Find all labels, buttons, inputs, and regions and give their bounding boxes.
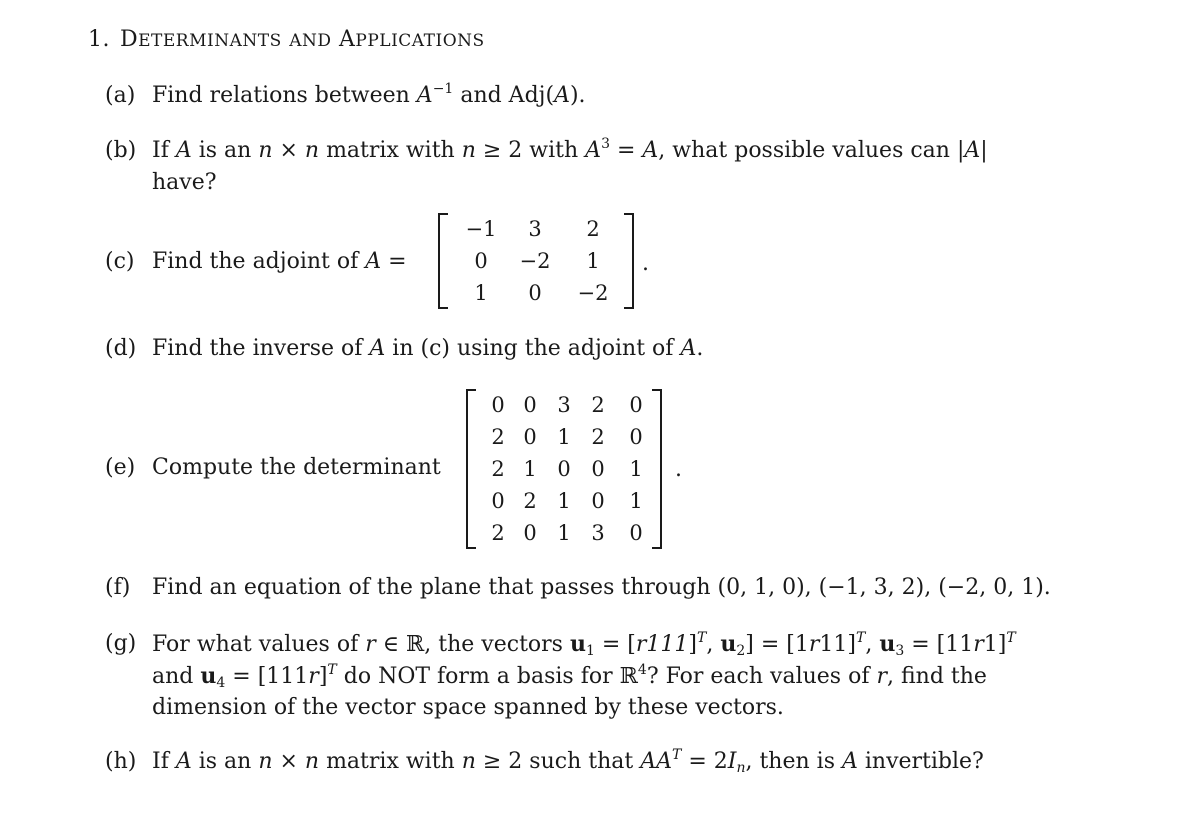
matrix-row [466,517,662,549]
question-text-line2: and $u_4 = [111r]^T$ do NOT form a basis for ℝ$^4$? For each values of r, find the [152,662,987,691]
question-text: For what values of r ∈ ℝ, the vectors $u_1 = [r111]^T$, $u_2] = [1r11]^T$, $u_3 = [11r1]^T$ [152,630,1016,659]
matrix-cell: 0 [629,521,643,545]
matrix-cell: 3 [591,521,605,545]
heading-text: D [120,27,139,52]
matrix-cell: 0 [523,521,537,545]
question-label: (b) [105,138,137,163]
question-label: (h) [105,749,137,774]
matrix-cell: 0 [491,393,505,417]
heading-text: PPLICATIONS [355,31,485,51]
matrix-cell: 2 [523,489,537,513]
matrix-cell: −2 [519,249,551,273]
question-text: Compute the determinant [152,455,441,480]
question-g [105,628,1095,724]
question-text: Find the adjoint of A = [152,249,407,274]
question-label: (g) [105,631,137,656]
period: . [642,251,649,276]
matrix-cell: 0 [491,489,505,513]
matrix-cell: 1 [629,457,643,481]
question-text: Find relations between $A^{-1}$ and Adj(A). [152,81,586,108]
matrix-cell: 1 [557,425,571,449]
matrix-cell: 1 [557,489,571,513]
question-label: (e) [105,455,136,480]
matrix-cell: 0 [629,393,643,417]
determinant-matrix [466,389,662,549]
matrix-cell: 2 [491,457,505,481]
matrix-cell: 1 [629,489,643,513]
matrix-cell: 0 [528,281,542,305]
matrix-a [438,213,634,309]
question-label: (d) [105,336,137,361]
matrix-cell: 2 [591,425,605,449]
matrix-cell: 1 [523,457,537,481]
matrix-row [438,213,634,245]
matrix-row [438,277,634,309]
matrix-cell: −1 [465,217,497,241]
matrix-cell: 1 [557,521,571,545]
matrix-cell: 0 [523,425,537,449]
matrix-row [438,245,634,277]
question-label: (c) [105,249,135,274]
matrix-cell: 3 [557,393,571,417]
heading-text: ETERMINANTS [138,31,282,51]
heading-text: A [339,27,356,52]
matrix-cell: 2 [591,393,605,417]
matrix-row [466,421,662,453]
matrix-row [466,453,662,485]
question-label: (a) [105,83,136,108]
matrix-cell: 1 [586,249,600,273]
question-label: (f) [105,575,131,600]
section-heading [88,27,485,52]
matrix-cell: 0 [474,249,488,273]
matrix-cell: 1 [474,281,488,305]
matrix-cell: 0 [557,457,571,481]
matrix-cell: 2 [491,521,505,545]
question-text: Find an equation of the plane that passes through (0, 1, 0), (−1, 3, 2), (−2, 0, 1). [152,575,1051,600]
question-text-line2: have? [152,170,217,195]
matrix-cell: 3 [528,217,542,241]
matrix-cell: 2 [586,217,600,241]
matrix-cell: 0 [591,489,605,513]
section-number: 1. [88,27,110,52]
matrix-cell: −2 [577,281,609,305]
question-text: If A is an n × n matrix with n ≥ 2 such that $AA^T = 2I_n$, then is A invertible? [152,747,984,776]
question-text: Find the inverse of A in (c) using the adjoint of A. [152,336,704,361]
question-text-line3: dimension of the vector space spanned by these vectors. [152,695,784,720]
heading-text: AND [289,31,332,51]
question-text: If A is an n × n matrix with n ≥ 2 with $A^3 = A$, what possible values can |A| [152,136,988,163]
matrix-cell: 0 [591,457,605,481]
matrix-cell: 0 [629,425,643,449]
period: . [675,457,682,482]
matrix-cell: 2 [491,425,505,449]
question-b [105,135,1095,201]
matrix-cell: 0 [523,393,537,417]
matrix-row [466,485,662,517]
matrix-row [466,389,662,421]
